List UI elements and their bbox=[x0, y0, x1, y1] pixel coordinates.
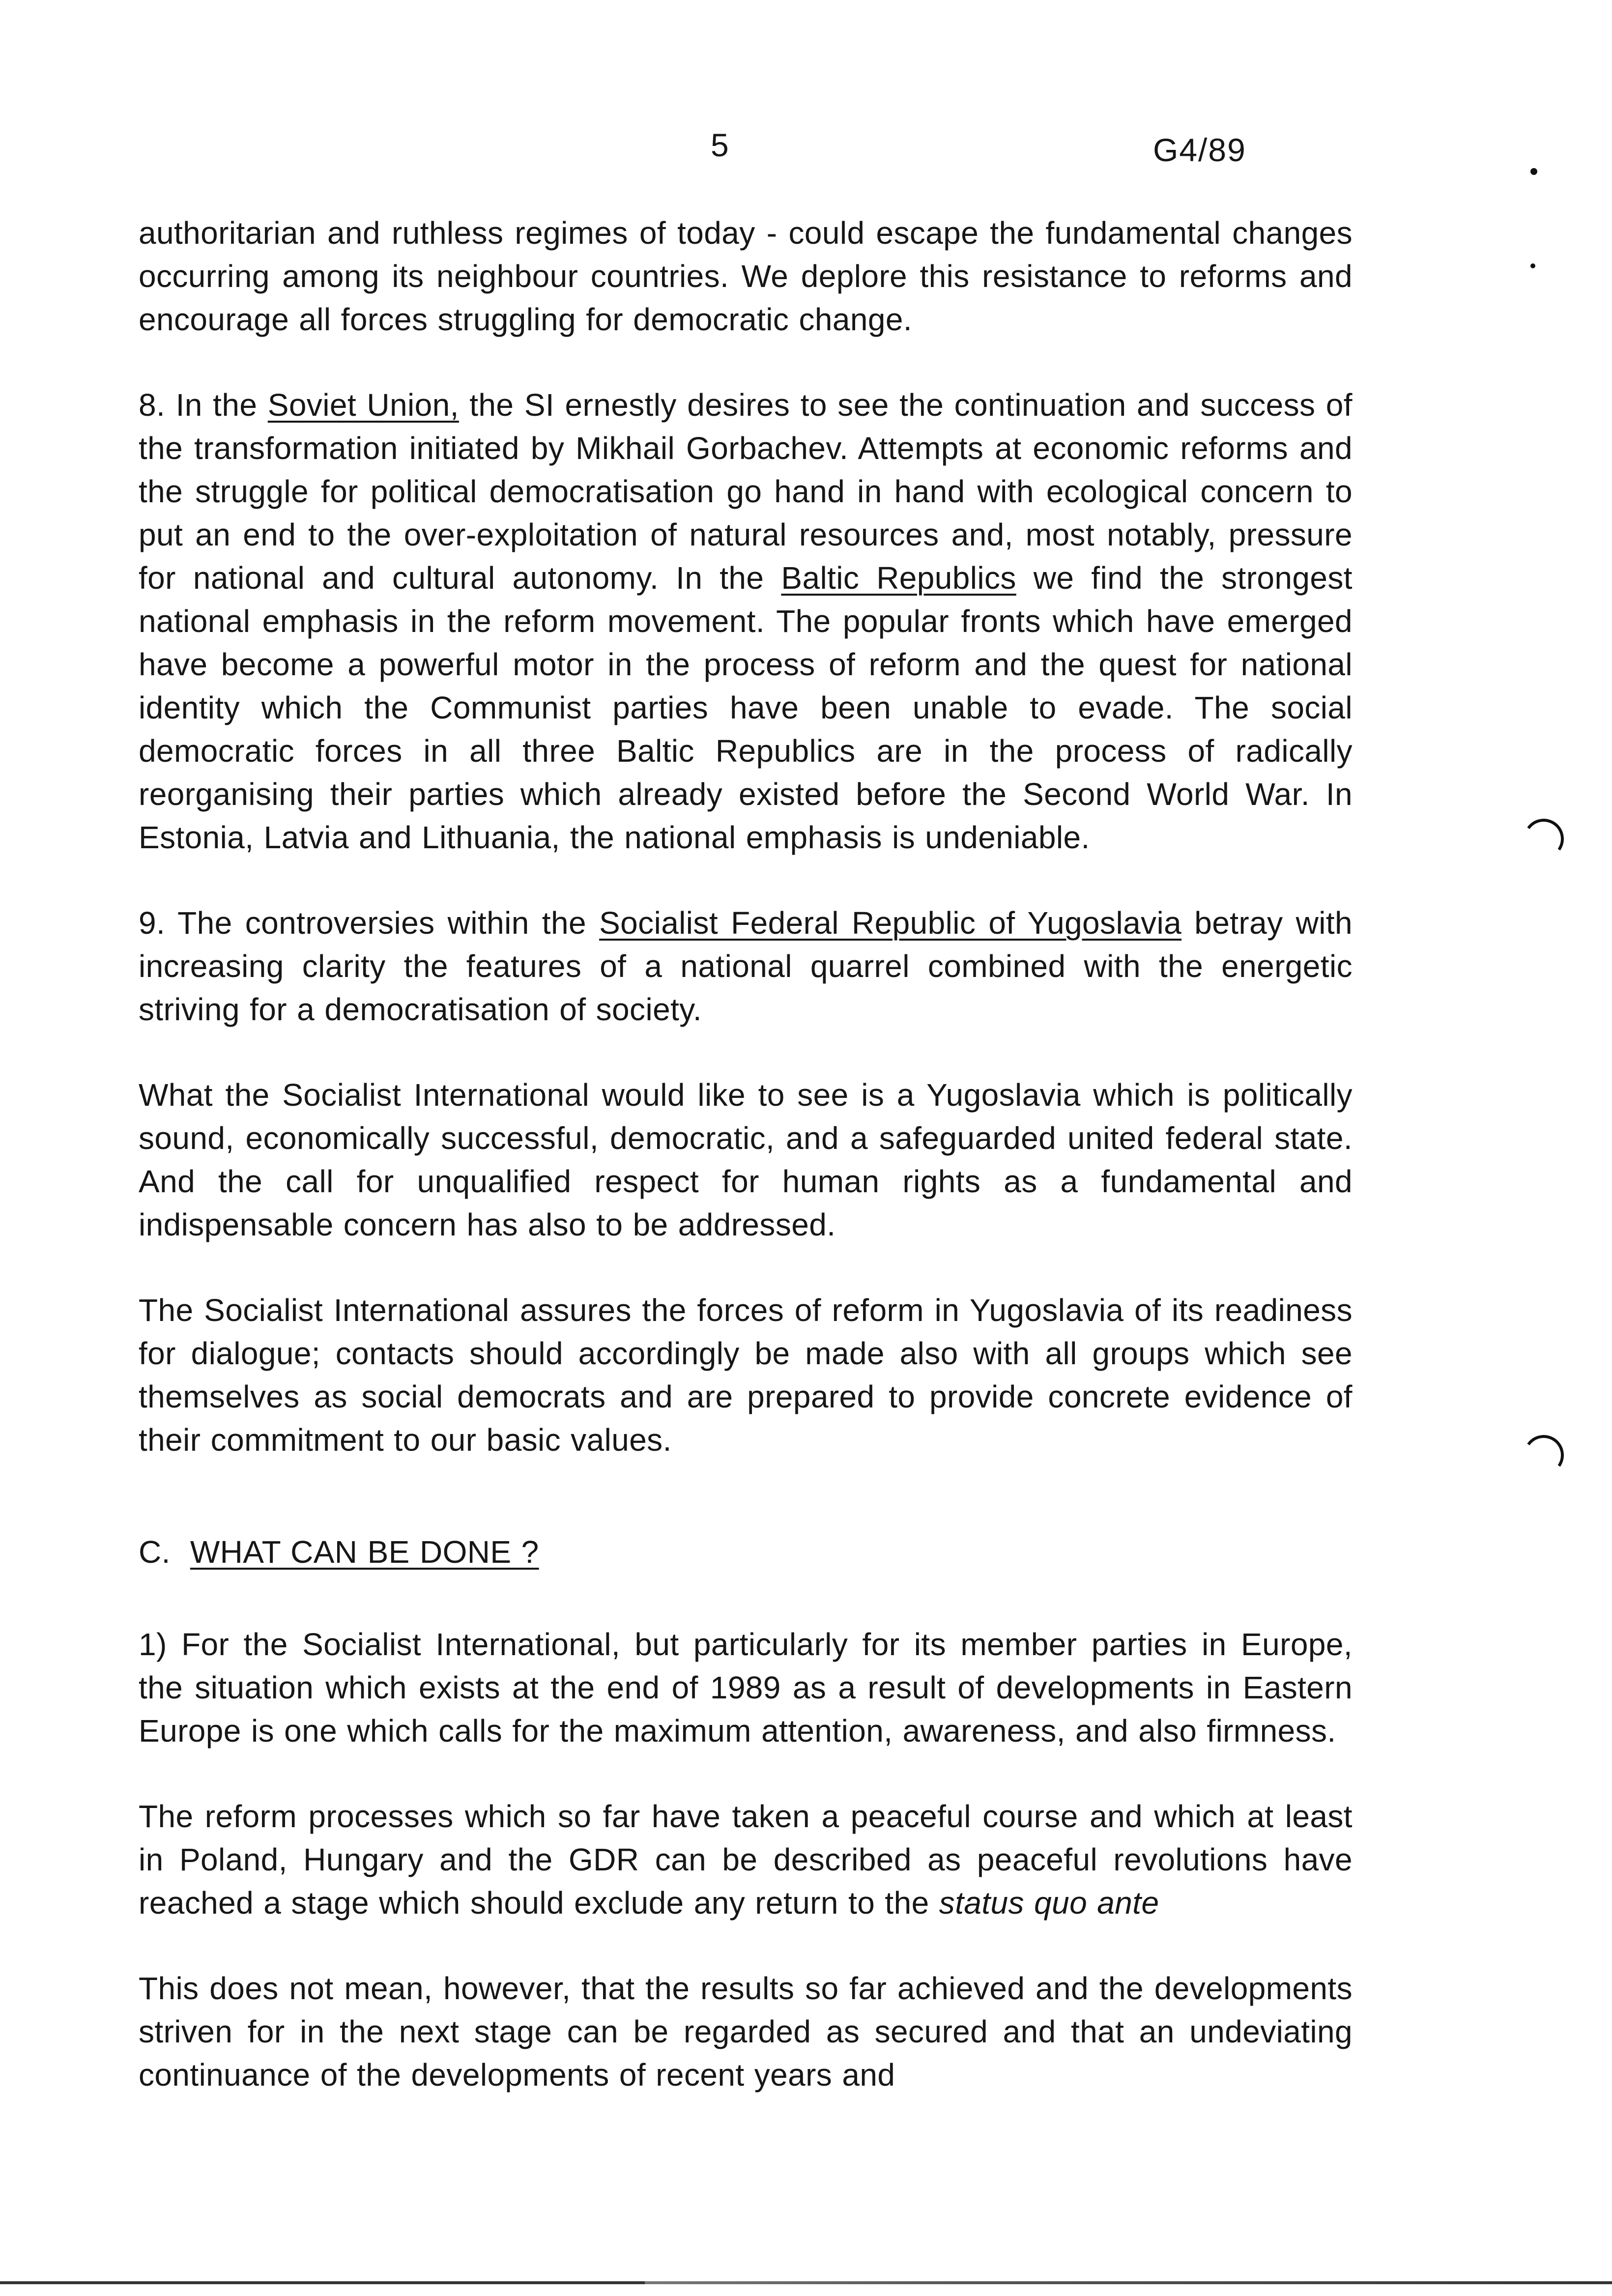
scan-dot-mark bbox=[1530, 168, 1537, 175]
punch-hole-mark bbox=[1521, 816, 1567, 862]
paragraph-c-3: This does not mean, however, that the results so far achieved and the developments striven for in the next stage can be regarded as secured and that an undeviating continuance of the developments of recent years and bbox=[139, 1971, 1353, 2093]
paragraph-text: The controversies within the bbox=[177, 905, 586, 941]
paragraph-8 bbox=[139, 383, 1353, 859]
paragraph-text: The reform processes which so far have taken a peaceful course and which at least in Poland, Hungary and the GDR can be described as peaceful revolutions have reached a stage which should exclude any return to the bbox=[139, 1799, 1353, 1921]
italic-term-status-quo-ante: status quo ante bbox=[939, 1885, 1159, 1921]
page-number: 5 bbox=[711, 127, 729, 163]
section-heading bbox=[139, 1530, 1353, 1574]
paragraph-c-1: 1) For the Socialist International, but particularly for its member parties in Europe, the situation which exists at the end of 1989 as a result of developments in Eastern Europe is one which calls for the maximum attention, awareness, and also firmness. bbox=[139, 1627, 1353, 1749]
section-title: WHAT CAN BE DONE ? bbox=[190, 1534, 539, 1570]
paragraph-yugoslavia-2: The Socialist International assures the forces of reform in Yugoslavia of its readiness for dialogue; contacts should accordingly be made also with all groups which see themselves as social democrats and are prepared to provide concrete evidence of their commitment to our basic values. bbox=[139, 1292, 1353, 1458]
underlined-term-soviet-union: Soviet Union, bbox=[267, 387, 459, 423]
paragraph-text: the SI ernestly desires to see the continuation and success of the transformation initiated by Mikhail Gorbachev. Attempts at economic reforms and the struggle for political democratisation go hand in hand with ecological concern to put an end to the over-exploitation of natural resources and, most notably, pressure for national and cultural autonomy. In the bbox=[139, 387, 1353, 596]
paragraph-number: 9. bbox=[139, 905, 166, 941]
paragraph-yugoslavia-1: What the Socialist International would like to see is a Yugoslavia which is politically sound, economically successful, democratic, and a safeguarded united federal state. And the call for unqualified respect for human rights as a fundamental and indispensable concern has also to be addressed. bbox=[139, 1077, 1353, 1242]
paragraph-text: we find the strongest national emphasis in the reform movement. The popular fronts which have emerged have become a powerful motor in the process of reform and the quest for national identity which the Communist parties have been unable to evade. The social democratic forces in all three Baltic Republics are in the process of radically reorganising their parties which already existed before the Second World War. In Estonia, Latvia and Lithuania, the national emphasis is undeniable. bbox=[139, 560, 1353, 855]
paragraph-text: betray with increasing clarity the features of a national quarrel combined with the energetic striving for a democratisation of society. bbox=[139, 905, 1353, 1027]
section-letter: C. bbox=[139, 1534, 171, 1570]
paragraph-continuation: authoritarian and ruthless regimes of today - could escape the fundamental changes occurring among its neighbour countries. We deplore this resistance to reforms and encourage all forces struggling for democratic change. bbox=[139, 215, 1353, 337]
paragraph-text: In the bbox=[175, 387, 258, 423]
document-body bbox=[139, 211, 1353, 2139]
scan-dot-mark bbox=[1530, 263, 1535, 268]
underlined-term-baltic-republics: Baltic Republics bbox=[781, 560, 1016, 596]
paragraph-c-2 bbox=[139, 1795, 1353, 1924]
paragraph-9 bbox=[139, 901, 1353, 1031]
paragraph-number: 8. bbox=[139, 387, 166, 423]
bottom-edge-rule bbox=[0, 2281, 1612, 2284]
document-reference: G4/89 bbox=[1153, 132, 1246, 168]
punch-hole-mark bbox=[1521, 1432, 1567, 1479]
underlined-term-yugoslavia: Socialist Federal Republic of Yugoslavia bbox=[599, 905, 1182, 941]
